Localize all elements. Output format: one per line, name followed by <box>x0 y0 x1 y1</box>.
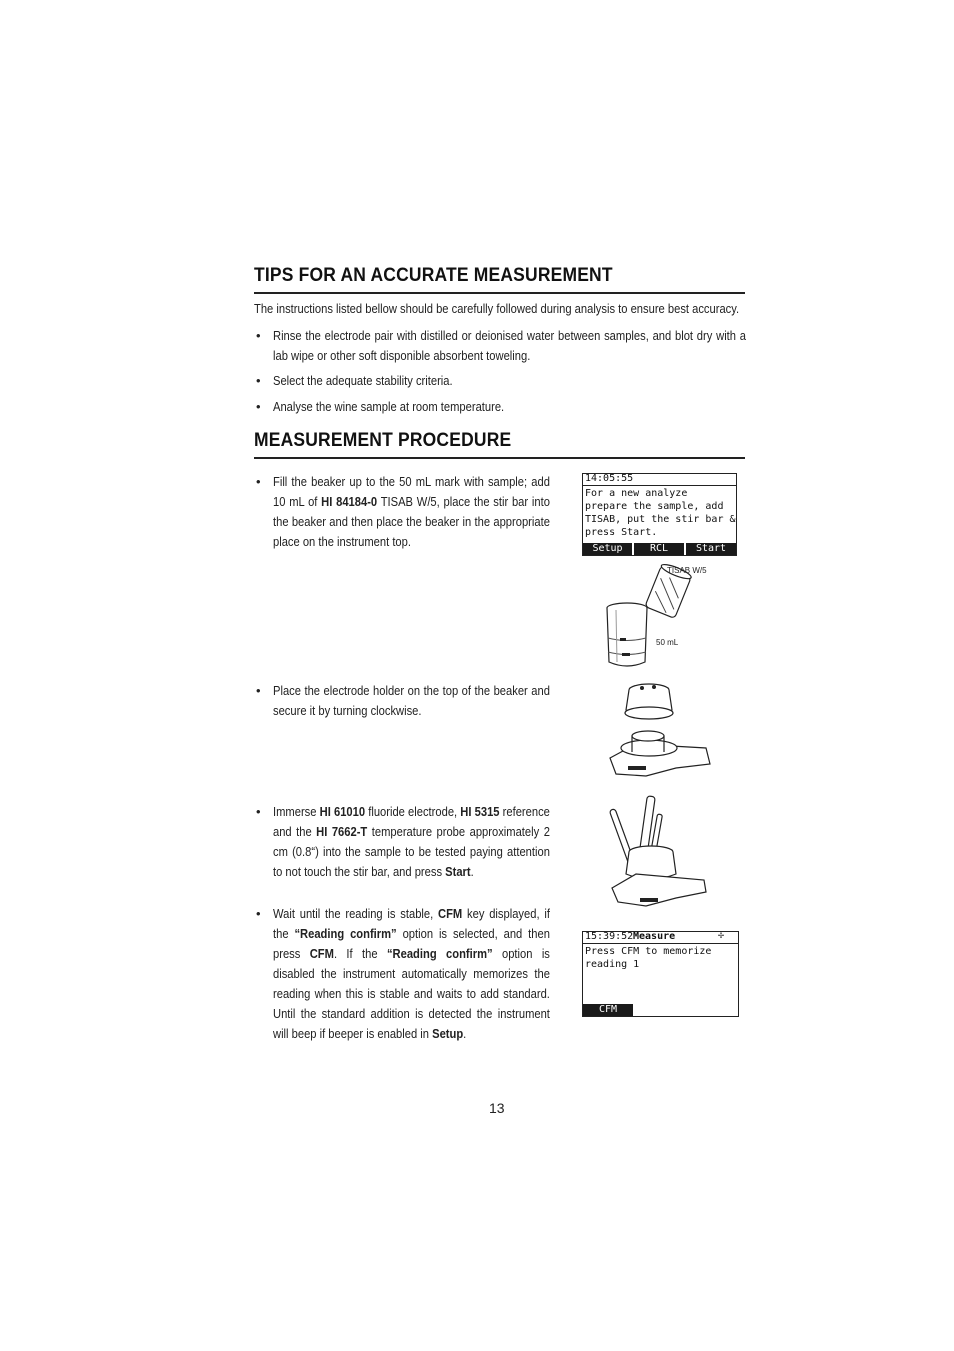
bullet-marker: • <box>256 474 261 489</box>
fifty-ml-mark-label: 50 mL <box>656 638 679 647</box>
procedure-step-2: Place the electrode holder on the top of the beaker and secure it by turning clockwise. <box>273 683 550 718</box>
softkey-bar <box>583 1004 738 1016</box>
instrument-display-measure <box>582 931 739 1017</box>
display-line: TISAB, put the stir bar & <box>585 514 736 525</box>
display-line: Press CFM to memorize <box>585 946 712 957</box>
bullet-marker: • <box>256 328 261 343</box>
display-line: reading 1 <box>585 959 640 970</box>
tips-heading-rule <box>254 292 745 294</box>
tips-intro: The instructions listed bellow should be carefully followed during analysis to ensure best accuracy. <box>254 301 740 316</box>
start-softkey[interactable]: Start <box>686 543 736 555</box>
tips-bullet-2: Select the adequate stability criteria. <box>273 373 453 388</box>
instrument-display-start <box>582 473 737 556</box>
beaker-icon <box>607 603 647 666</box>
display-time: 14:05:55 <box>585 473 634 484</box>
electrode-holder-icon <box>625 684 673 719</box>
softkey-bar <box>583 543 736 555</box>
display-line: prepare the sample, add <box>585 501 724 512</box>
display-line: press Start. <box>585 527 658 538</box>
setup-softkey[interactable]: Setup <box>583 543 632 555</box>
display-mode: Measure <box>633 931 676 942</box>
procedure-heading: MEASUREMENT PROCEDURE <box>254 430 512 451</box>
instrument-base-icon <box>610 731 710 776</box>
display-line: For a new analyze <box>585 488 688 499</box>
bullet-marker: • <box>256 906 261 921</box>
cfm-softkey[interactable]: CFM <box>583 1004 633 1016</box>
tips-heading: TIPS FOR AN ACCURATE MEASUREMENT <box>254 265 613 286</box>
bullet-marker: • <box>256 804 261 819</box>
bullet-marker: • <box>256 373 261 388</box>
bullet-marker: • <box>256 399 261 414</box>
display-time: 15:39:52 <box>585 931 634 942</box>
tips-bullet-1: Rinse the electrode pair with distilled or deionised water between samples, and blot dry with a lab wipe or other soft disponible absorbent toweling. <box>273 328 746 363</box>
procedure-step-3: Immerse HI 61010 fluoride electrode, HI 5315 reference and the HI 7662-T temperature probe approximately 2 cm (0.8“) into the sample to be tested paying attention to not touch the stir bar, and press Start. <box>273 804 550 879</box>
procedure-step-1: Fill the beaker up to the 50 mL mark with sample; add 10 mL of HI 84184-0 TISAB W/5, place the stir bar into the beaker and then place the beaker in the appropriate place on the instrument top. <box>273 474 550 549</box>
tips-bullet-3: Analyse the wine sample at room temperature. <box>273 399 505 414</box>
stir-indicator-icon: ✢ <box>717 930 724 941</box>
electrodes-figure <box>606 794 714 912</box>
beaker-figure <box>596 562 726 672</box>
procedure-step-4: Wait until the reading is stable, CFM key displayed, if the “Reading confirm” option is selected, and then press CFM. If the “Reading confirm” option is disabled the instrument automatically memorizes the reading when this is stable and waits to add standard. Until the standard addition is detected the instrument will beep if beeper is enabled in Setup. <box>273 906 550 1041</box>
page-number: 13 <box>489 1100 505 1116</box>
bullet-marker: • <box>256 683 261 698</box>
electrode-holder-figure <box>606 680 714 780</box>
rcl-softkey[interactable]: RCL <box>634 543 684 555</box>
procedure-heading-rule <box>254 457 745 459</box>
tisab-bottle-label: TISAB W/5 <box>667 566 707 575</box>
